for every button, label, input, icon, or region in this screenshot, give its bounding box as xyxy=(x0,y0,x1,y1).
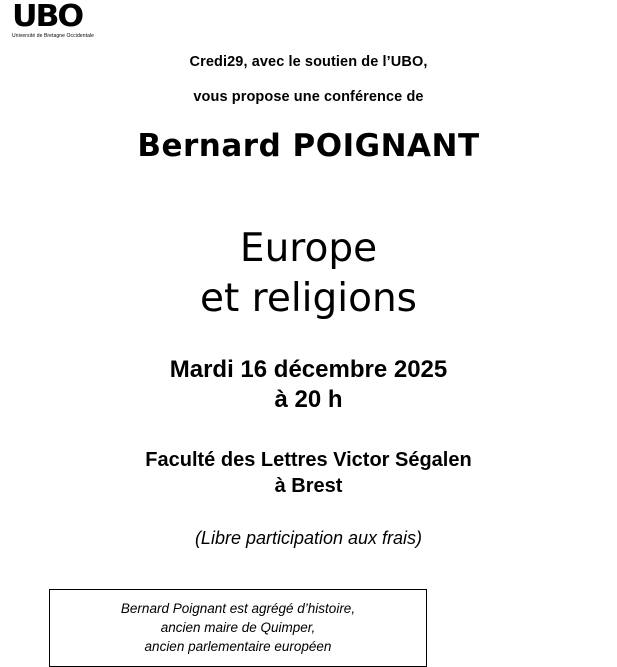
speaker-bio-line-3: ancien parlementaire européen xyxy=(144,639,332,654)
event-venue-line-1: Faculté des Lettres Victor Ségalen xyxy=(145,449,472,471)
event-datetime xyxy=(0,355,617,415)
intro-line-1: Credi29, avec le soutien de l’UBO, xyxy=(189,54,428,70)
event-date: Mardi 16 décembre 2025 xyxy=(169,356,448,383)
speaker-name: Bernard POIGNANT xyxy=(137,128,480,164)
conference-title-line-1: Europe xyxy=(239,226,378,271)
speaker-bio-line-1: Bernard Poignant est agrégé d’histoire, xyxy=(120,601,356,616)
event-venue-line-2: à Brest xyxy=(274,475,343,497)
intro-line-2: vous propose une conférence de xyxy=(193,89,424,105)
event-venue xyxy=(0,447,617,499)
ubo-logo-mark: UBO xyxy=(12,0,83,34)
event-time: à 20 h xyxy=(274,386,343,413)
ubo-logo xyxy=(12,2,212,40)
conference-title-line-2: et religions xyxy=(199,276,417,321)
ubo-logo-subtitle: Université de Bretagne Occidentale xyxy=(12,33,95,39)
speaker-bio-box xyxy=(49,589,427,667)
participation-note: (Libre participation aux frais) xyxy=(194,528,423,548)
speaker-bio-line-2: ancien maire de Quimper, xyxy=(160,620,316,635)
conference-title xyxy=(0,224,617,324)
